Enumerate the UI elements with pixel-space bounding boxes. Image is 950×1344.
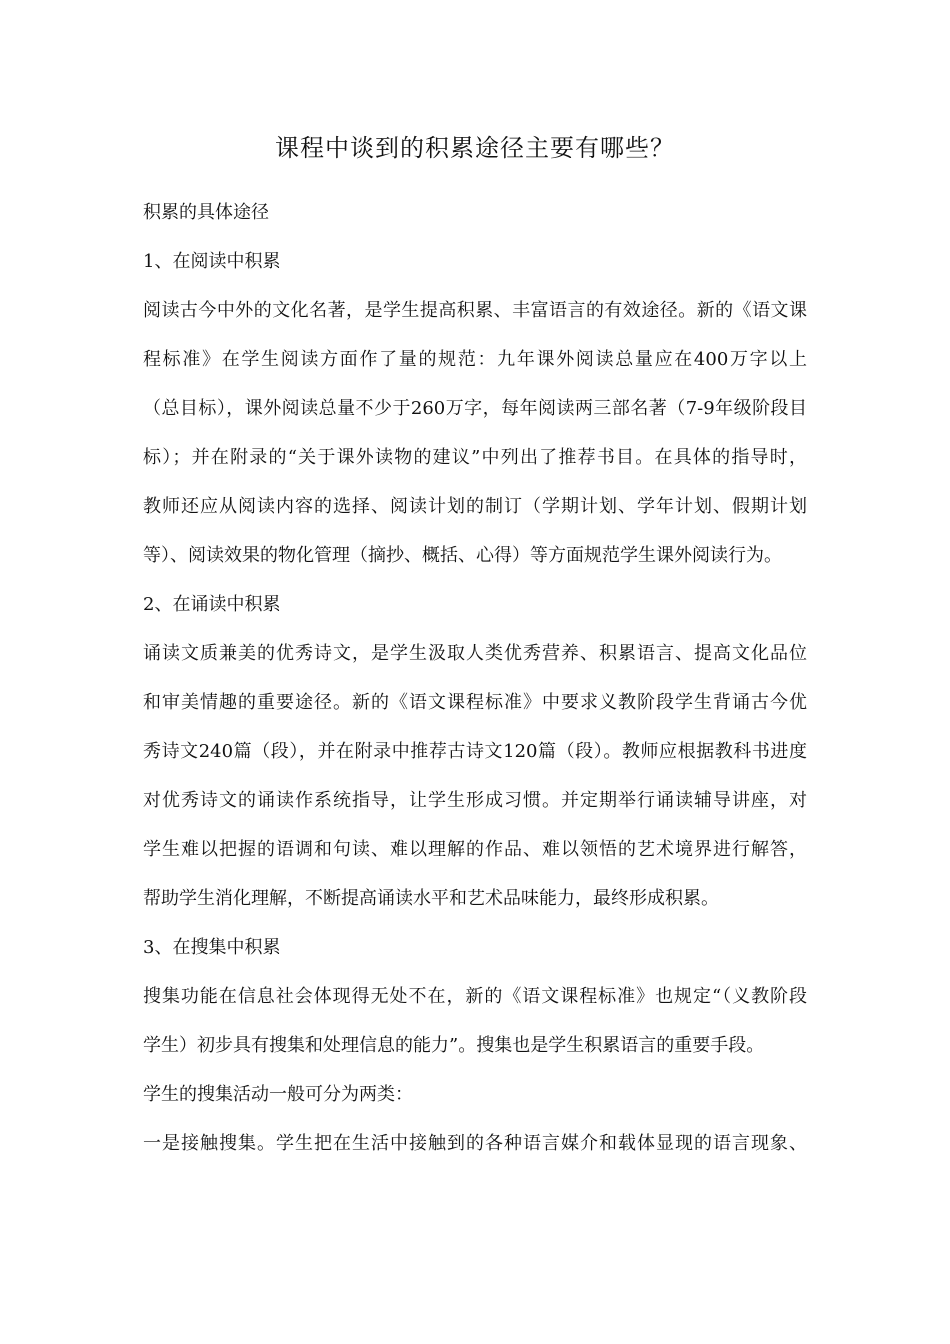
text-line: 秀诗文240篇（段），并在附录中推荐古诗文120篇（段）。教师应根据教科书进度	[143, 741, 807, 762]
text-line: 搜集功能在信息社会体现得无处不在，新的《语文课程标准》也规定“（义教阶段	[143, 986, 807, 1007]
text-line: 等）、阅读效果的物化管理（摘抄、概括、心得）等方面规范学生课外阅读行为。	[143, 545, 782, 566]
text-line: 1、在阅读中积累	[143, 251, 281, 272]
text-line: （总目标），课外阅读总量不少于260万字，每年阅读两三部名著（7-9年级阶段目	[143, 398, 807, 419]
text-line: 2、在诵读中积累	[143, 594, 281, 615]
text-line: 帮助学生消化理解，不断提高诵读水平和艺术品味能力，最终形成积累。	[143, 888, 719, 909]
text-line: 标）；并在附录的“关于课外读物的建议”中列出了推荐书目。在具体的指导时，	[143, 447, 807, 468]
text-line: 对优秀诗文的诵读作系统指导，让学生形成习惯。并定期举行诵读辅导讲座，对	[143, 790, 807, 811]
text-line: 学生的搜集活动一般可分为两类：	[143, 1084, 413, 1105]
text-line: 程标准》在学生阅读方面作了量的规范：九年课外阅读总量应在400万字以上	[143, 349, 807, 370]
text-line: 学生）初步具有搜集和处理信息的能力”。搜集也是学生积累语言的重要手段。	[143, 1035, 765, 1056]
text-line: 阅读古今中外的文化名著，是学生提高积累、丰富语言的有效途径。新的《语文课	[143, 300, 807, 321]
text-line: 积累的具体途径	[143, 202, 269, 223]
text-line: 3、在搜集中积累	[143, 937, 281, 958]
text-line: 和审美情趣的重要途径。新的《语文课程标准》中要求义教阶段学生背诵古今优	[143, 692, 807, 713]
text-line: 一是接触搜集。学生把在生活中接触到的各种语言媒介和载体显现的语言现象、	[143, 1133, 807, 1154]
text-line: 教师还应从阅读内容的选择、阅读计划的制订（学期计划、学年计划、假期计划	[143, 496, 807, 517]
text-line: 诵读文质兼美的优秀诗文，是学生汲取人类优秀营养、积累语言、提高文化品位	[143, 643, 807, 664]
document-title: 课程中谈到的积累途径主要有哪些？	[275, 134, 675, 162]
document-body	[143, 194, 807, 1174]
text-line: 学生难以把握的语调和句读、难以理解的作品、难以领悟的艺术境界进行解答，	[143, 839, 807, 860]
